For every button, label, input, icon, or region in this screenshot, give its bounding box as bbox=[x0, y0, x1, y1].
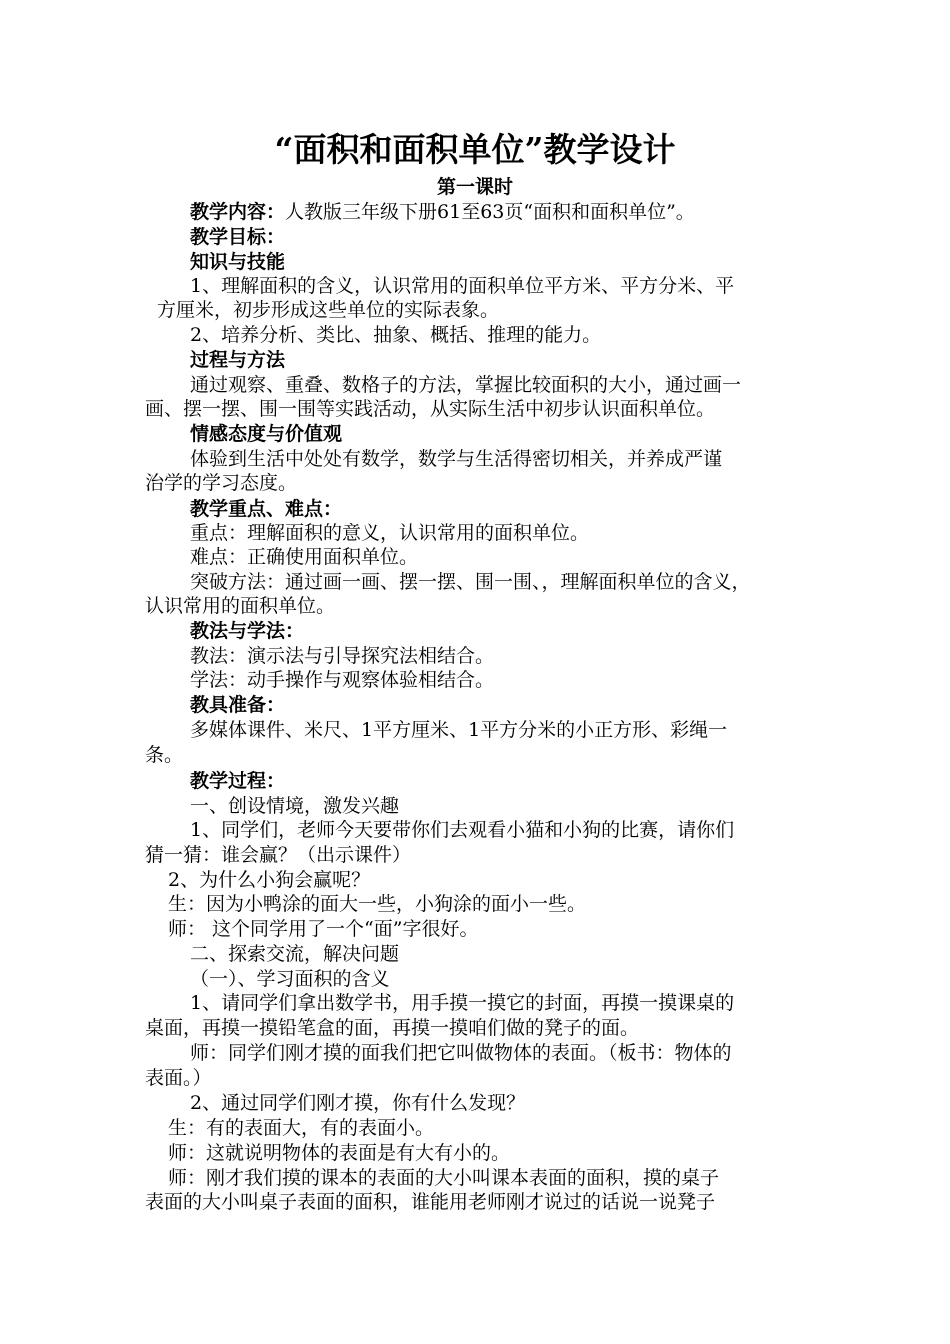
paragraph-line: 条。 bbox=[145, 744, 184, 766]
emotion-heading: 情感态度与价值观 bbox=[190, 423, 343, 445]
paragraph-line: 治学的学习态度。 bbox=[145, 472, 298, 494]
paragraph-line: 2、培养分析、类比、抽象、概括、推理的能力。 bbox=[190, 324, 602, 346]
teaching-content-label: 教学内容： bbox=[190, 201, 286, 223]
goals-heading: 教学目标： bbox=[190, 226, 286, 248]
paragraph-line: 生：有的表面大，有的表面小。 bbox=[168, 1117, 435, 1139]
paragraph-line: 1、请同学们拿出数学书，用手摸一摸它的封面，再摸一摸课桌的 bbox=[190, 992, 735, 1014]
paragraph-line: 画、摆一摆、围一围等实践活动，从实际生活中初步认识面积单位。 bbox=[145, 398, 716, 420]
knowledge-heading: 知识与技能 bbox=[190, 251, 286, 273]
paragraph-line: 突破方法：通过画一画、摆一摆、围一围、，理解面积单位的含义， bbox=[190, 571, 751, 593]
paragraph-line: 生：因为小鸭涂的面大一些，小狗涂的面小一些。 bbox=[168, 893, 587, 915]
paragraph-line: 表面的大小叫桌子表面的面积，谁能用老师刚才说过的话说一说凳子 bbox=[145, 1191, 716, 1213]
method-heading: 教法与学法： bbox=[190, 620, 305, 642]
steps-heading: 教学过程： bbox=[190, 770, 286, 792]
paragraph-line: 表面。） bbox=[145, 1067, 212, 1089]
paragraph-line: 方厘米，初步形成这些单位的实际表象。 bbox=[157, 299, 500, 321]
paragraph-line: 师： 这个同学用了一个“面”字很好。 bbox=[168, 918, 479, 940]
lesson-subtitle: 第一课时 bbox=[436, 176, 513, 198]
paragraph-line: 1、理解面积的含义，认识常用的面积单位平方米、平方分米、平 bbox=[190, 275, 735, 297]
document-title: “面积和面积单位”教学设计 bbox=[274, 130, 676, 169]
paragraph-line: 通过观察、重叠、数格子的方法，掌握比较面积的大小，通过画一 bbox=[190, 374, 742, 396]
paragraph-line: 难点：正确使用面积单位。 bbox=[190, 546, 419, 568]
teaching-content-text: 人教版三年级下册61至63页“面积和面积单位”。 bbox=[285, 201, 695, 223]
teaching-content-line bbox=[190, 200, 695, 224]
section-heading: 一、创设情境，激发兴趣 bbox=[190, 795, 400, 817]
paragraph-line: 学法：动手操作与观察体验相结合。 bbox=[190, 669, 495, 691]
paragraph-line: 多媒体课件、米尺、1平方厘米、1平方分米的小正方形、彩绳一 bbox=[190, 719, 728, 741]
paragraph-line: 认识常用的面积单位。 bbox=[145, 595, 336, 617]
paragraph-line: 师：这就说明物体的表面是有大有小的。 bbox=[168, 1142, 511, 1164]
process-heading: 过程与方法 bbox=[190, 349, 286, 371]
paragraph-line: 2、为什么小狗会赢呢？ bbox=[168, 869, 371, 891]
section-heading: 二、探索交流，解决问题 bbox=[190, 943, 400, 965]
paragraph-line: 师：刚才我们摸的课本的表面的大小叫课本表面的面积，摸的桌子 bbox=[168, 1167, 720, 1189]
paragraph-line: 师：同学们刚才摸的面我们把它叫做物体的表面。（板书：物体的 bbox=[190, 1042, 732, 1064]
paragraph-line: 教法：演示法与引导探究法相结合。 bbox=[190, 645, 495, 667]
tools-heading: 教具准备： bbox=[190, 694, 286, 716]
key-points-heading: 教学重点、难点： bbox=[190, 498, 343, 520]
paragraph-line: 猜一猜：谁会赢？（出示课件） bbox=[145, 844, 412, 866]
paragraph-line: 1、同学们，老师今天要带你们去观看小猫和小狗的比赛，请你们 bbox=[190, 819, 735, 841]
paragraph-line: 2、通过同学们刚才摸，你有什么发现？ bbox=[190, 1092, 526, 1114]
paragraph-line: 重点：理解面积的意义，认识常用的面积单位。 bbox=[190, 522, 590, 544]
subsection-heading: （一）、学习面积的含义 bbox=[190, 968, 390, 990]
paragraph-line: 体验到生活中处处有数学，数学与生活得密切相关，并养成严谨 bbox=[190, 448, 723, 470]
paragraph-line: 桌面，再摸一摸铅笔盒的面，再摸一摸咱们做的凳子的面。 bbox=[145, 1017, 640, 1039]
